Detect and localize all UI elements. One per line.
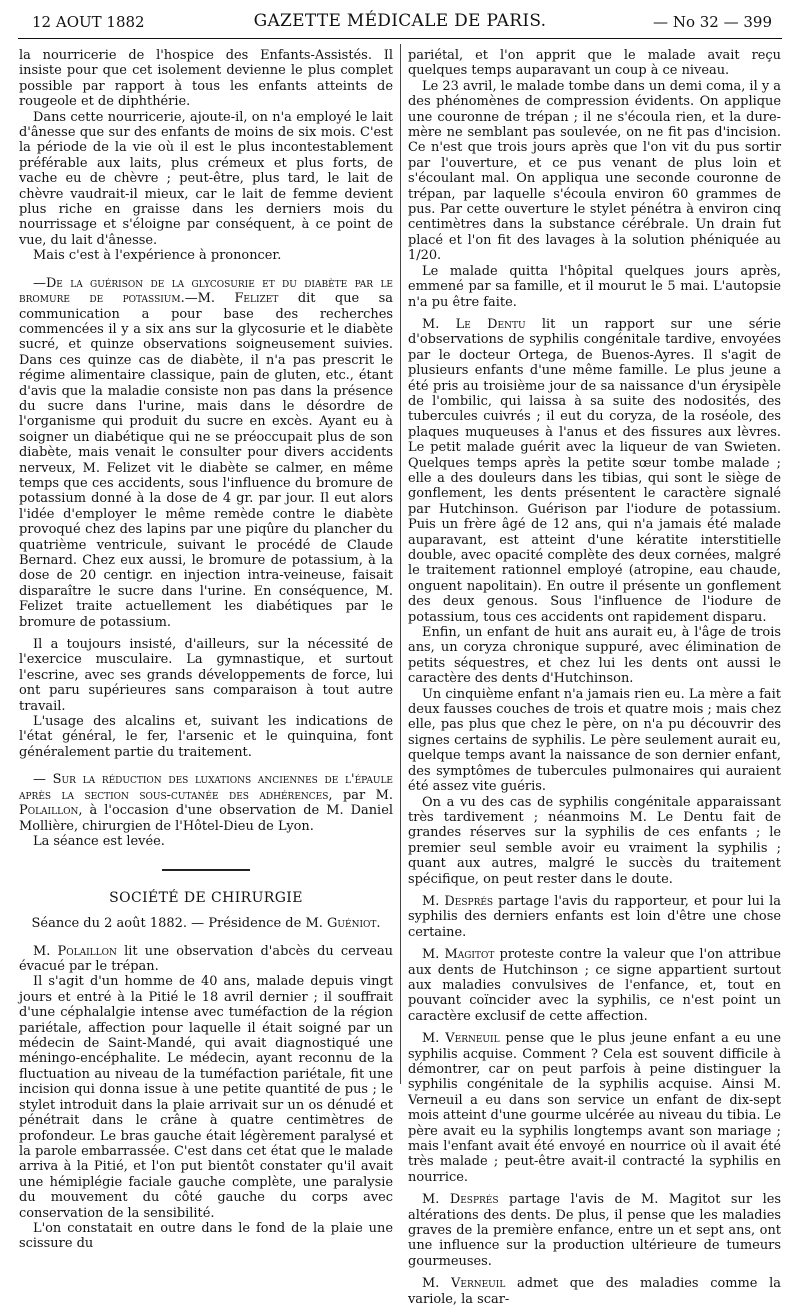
separator: — — [184, 291, 198, 307]
paragraph: La séance est levée. — [33, 833, 165, 849]
speaker-name: M. Verneuil — [422, 1276, 506, 1292]
paragraph: la nourricerie de l'hospice des Enfants-Assistés. Il insiste pour que cet isolement devienne le plus complet possible par rapport à tous les enfants atteints de rougeole et de diphthérie. — [19, 48, 393, 110]
paragraph-polaillon-trepan — [19, 944, 393, 975]
paragraph: L'usage des alcalins et, suivant les indications de l'état général, le fer, l'arsenic et le quinquina, font généralement partie du traitement. — [19, 714, 393, 760]
paragraph: L'on constatait en outre dans le fond de la plaie une scissure du — [19, 1220, 393, 1252]
speaker-name: M. Després — [422, 1192, 499, 1208]
paragraph-text: partage l'avis de M. Magitot sur les altérations des dents. De plus, il pense que les maladies graves de la première enfance, entre un et sept ans, ont une influence sur la production ultérieure de tumeurs gourmeuses. — [408, 1192, 782, 1269]
paragraph: Un cinquième enfant n'a jamais rien eu. La mère a fait deux fausses couches de trois et quatre mois ; mais chez elle, pas plus que chez le père, on n'a pu découvrir des signes certains de syphilis. Le père seulement aurait eu, quelque temps avant la naissance de son dernier enfant, des symptômes de tubercules pulmonaires qui auraient été assez vite guéris. — [408, 686, 781, 795]
session-end: . — [376, 916, 381, 932]
paragraph-verneuil-2 — [408, 1276, 781, 1307]
paragraph-text: pense que le plus jeune enfant a eu une syphilis acquise. Comment ? Cela est souvent difficile à démontrer, car on peut parfois à peine distinguer la syphilis congénitale de la syphilis acquise. Ainsi M. Verneuil a eu dans son service un enfant de dix-sept mois atteint d'une gourme ulcérée au niveau du tibia. Le père avait eu la syphilis longtemps avant son mariage ; mais l'enfant avait été envoyé en nourrice où il avait été très malade ; peut-être avait-il contracté la syphilis en nourrice. — [408, 1031, 781, 1185]
speaker-name: M. Le Dentu — [422, 316, 526, 332]
paragraph: Dans cette nourricerie, ajoute-il, on n'a employé le lait d'ânesse que sur des enfants de moins de six mois. C'est la période de la vie où il est le plus incontestablement préférable aux laits, plus crémeux et plus forts, de vache eu de chèvre ; peut-être, plus tard, le lait de chèvre vaudrait-il mieux, car le lait de femme devient plus riche en graisse dans les derniers mois du nourrissage et s'éloigne par conséquent, à ce point de vue, du lait d'ânesse. — [19, 109, 393, 248]
paragraph: Il a toujours insisté, d'ailleurs, sur la nécessité de l'exercice musculaire. La gymnastique, et surtout l'escrine, avec ses grands développements de force, lui ont paru supérieures sans comparaison à tout autre travail. — [19, 637, 393, 714]
page-header — [18, 10, 782, 39]
section-divider — [162, 869, 250, 871]
header-title: GAZETTE MÉDICALE DE PARIS. — [253, 11, 547, 31]
paragraph-text: admet que des maladies comme la variole, la scar- — [408, 1276, 781, 1307]
paragraph-text: par — [332, 787, 376, 803]
paragraph-despres-2 — [408, 1192, 781, 1269]
header-date: 12 AOUT 1882 — [32, 13, 145, 31]
column-divider — [400, 44, 401, 1084]
speaker-name: M. Verneuil — [422, 1031, 500, 1047]
paragraph: Le 23 avril, le malade tombe dans un demi coma, il y a des phénomènes de compression évidents. On applique une couronne de trépan ; il ne s'écoula rien, et la dure-mère ne semblant pas soulevée, on ne fit pas d'incision. Ce n'est que trois jours après que l'on vit du pus sortir par l'ouverture, et ce pus venant de plus loin et s'écoulant mal. On appliqua une seconde couronne de trépan, par laquelle s'écoula environ 60 grammes de pus. Par cette ouverture le stylet pénétra à environ cinq centimètres dans la substance cérébrale. Un drain fut placé et l'on fit des lavages à la solution phéniquée au 1/20. — [408, 78, 781, 264]
paragraph-text: dit que sa communication a pour base des recherches commencées il y a six ans sur la glycosurie et le diabète sucré, et quinze observations soigneusement suivies. Dans ces quinze cas de diabète, il n'a pas prescrit le régime alimentaire classique, pain de gluten, etc., étant d'avis que la maladie consiste non pas dans la présence du sucre dans l'urine, mais dans le désordre de l'organisme qui produit du sucre en excès. Ayant eu à soigner un diabétique qui ne se préoccupait plus de son diabète, mais venait le consulter pour divers accidents nerveux, M. Felizet vit le diabète se calmer, en même temps que ces accidents, sous l'influence du bromure de potassium donné à la dose de 4 gr. par jour. Il eut alors l'idée d'employer le même remède contre le diabète provoqué chez des lapins par une piqûre du plancher du quatrième ventricule, suivant le procédé de Claude Bernard. Chez eux aussi, le bromure de potassium, à la dose de 20 centigr. en injection intra-veineuse, faisait disparaître le sucre dans l'urine. En conséquence, M. Felizet traite actuellement les diabétiques par le bromure de potassium. — [19, 291, 393, 630]
topic-heading: —De la guérison de la glycosurie et du diabète par le bromure de potassium. — [19, 275, 393, 307]
paragraph-polaillon — [19, 772, 393, 834]
paragraph-felizet — [19, 276, 393, 630]
paragraph: pariétal, et l'on apprit que le malade avait reçu quelques temps auparavant un coup à ce niveau. — [408, 48, 781, 79]
paragraph: Le malade quitta l'hôpital quelques jours après, emmené par sa famille, et il mourut le 5 mai. L'autopsie n'a pu être faite. — [408, 263, 781, 310]
paragraph-text: partage l'avis du rapporteur, et pour lui la syphilis des derniers enfants est loin d'être une chose certaine. — [408, 893, 782, 940]
session-line — [19, 916, 393, 931]
left-column — [19, 48, 393, 1252]
paragraph-magitot — [408, 947, 781, 1024]
paragraph: Enfin, un enfant de huit ans aurait eu, à l'âge de trois ans, un coryza chronique suppuré, avec élimination de petits séquestres, et chez lui les dents ont aussi le caractère des dents d'Hutchinson. — [408, 625, 781, 687]
paragraph-text: proteste contre la valeur que l'on attribue aux dents de Hutchinson ; ce signe appartient surtout aux maladies convulsives de l'enfance, et, tout en pouvant coïncider avec la syphilis, ce n'est point un caractère exclusif de cette affection. — [408, 947, 781, 1024]
paragraph-text: , à l'occasion d'une observation de M. Daniel Mollière, chirurgien de l'Hôtel-Dieu de Lyon. — [19, 803, 393, 834]
header-page-number: — No 32 — 399 — [653, 13, 772, 31]
paragraph: On a vu des cas de syphilis congénitale apparaissant très tardivement ; néanmoins M. Le Dentu fait de grandes réserves sur la syphilis de ces enfants ; le premier seul semble avoir eu vraiment la syphilis ; quant aux autres, malgré le succès du traitement spécifique, on peut rester dans le doute. — [408, 794, 781, 887]
paragraph-verneuil — [408, 1031, 781, 1185]
paragraph: Mais c'est à l'expérience à prononcer. — [33, 248, 282, 264]
speaker-name: M. Magitot — [422, 947, 495, 963]
session-text: Séance du 2 août 1882. — Présidence de — [31, 916, 306, 932]
president-name: M. Guéniot — [305, 916, 377, 932]
paragraph-despres — [408, 894, 781, 940]
paragraph-text: lit une observation d'abcès du cerveau évacué par le trépan. — [19, 943, 394, 975]
speaker-name: M. Després — [422, 893, 494, 909]
paragraph-text: lit un rapport sur une série d'observations de syphilis congénitale tardive, envoyées par le docteur Ortega, de Buenos-Ayres. Il s'agit de plusieurs enfants d'une même famille. Le plus jeune a été pris au troisième jour de sa naissance d'un érysipèle de l'ombilic, qui laissa à sa suite des nodosités, des tubercules cuivrés ; il eut du coryza, de la roséole, des plaques muqueuses à l'anus et des fissures aux lèvres. Le petit malade guérit avec la liqueur de van Swieten. Quelques temps après la petite sœur tombe malade ; elle a des douleurs dans les tibias, qui sont le siège de gonflement, les dents présentent le caractère signalé par Hutchinson. Guérison par l'iodure de potassium. Puis un frère âgé de 12 ans, qui n'a jamais été malade auparavant, est atteint d'une kératite interstitielle double, avec opacité complète des deux cornées, malgré le traitement rationnel employé (atropine, eau chaude, onguent napolitain). En outre il présente un gonflement des deux genous. Sous l'influence de l'iodure de potassium, tous ces accidents ont rapidement disparu. — [408, 316, 781, 625]
speaker-name: M. Felizet — [197, 291, 279, 307]
speaker-name: M. Polaillon — [19, 787, 394, 819]
section-title: SOCIÉTÉ DE CHIRURGIE — [109, 889, 303, 906]
right-column — [408, 48, 781, 1307]
speaker-name: M. Polaillon — [33, 943, 117, 959]
paragraph-le-dentu — [408, 317, 781, 625]
paragraph: Il s'agit d'un homme de 40 ans, malade depuis vingt jours et entré à la Pitié le 18 avril dernier ; il souffrait d'une céphalalgie intense avec tuméfaction de la région pariétale, affection pour laquelle il était soigné par un médecin de Saint-Mandé, qui avait diagnostiqué une méningo-encéphalite. Le médecin, ayant reconnu de la fluctuation au niveau de la tuméfaction pariétale, fit une incision qui donna issue à une petite quantité de pus ; le stylet introduit dans la plaie arrivait sur un os dénudé et pénétrait dans le crâne à quatre centimètres de profondeur. Le bras gauche était légèrement paralysé et la parole embarrassée. C'est dans cet état que le malade arriva à la Pitié, et l'on put bientôt constater qu'il avait une hémiplégie faciale gauche complète, une paralysie du mouvement du côté gauche du corps avec conservation de la sensibilité. — [19, 974, 393, 1221]
topic-heading: — Sur la réduction des luxations anciennes de l'épaule après la section sous-cutanée des adhérences, — [19, 772, 393, 803]
